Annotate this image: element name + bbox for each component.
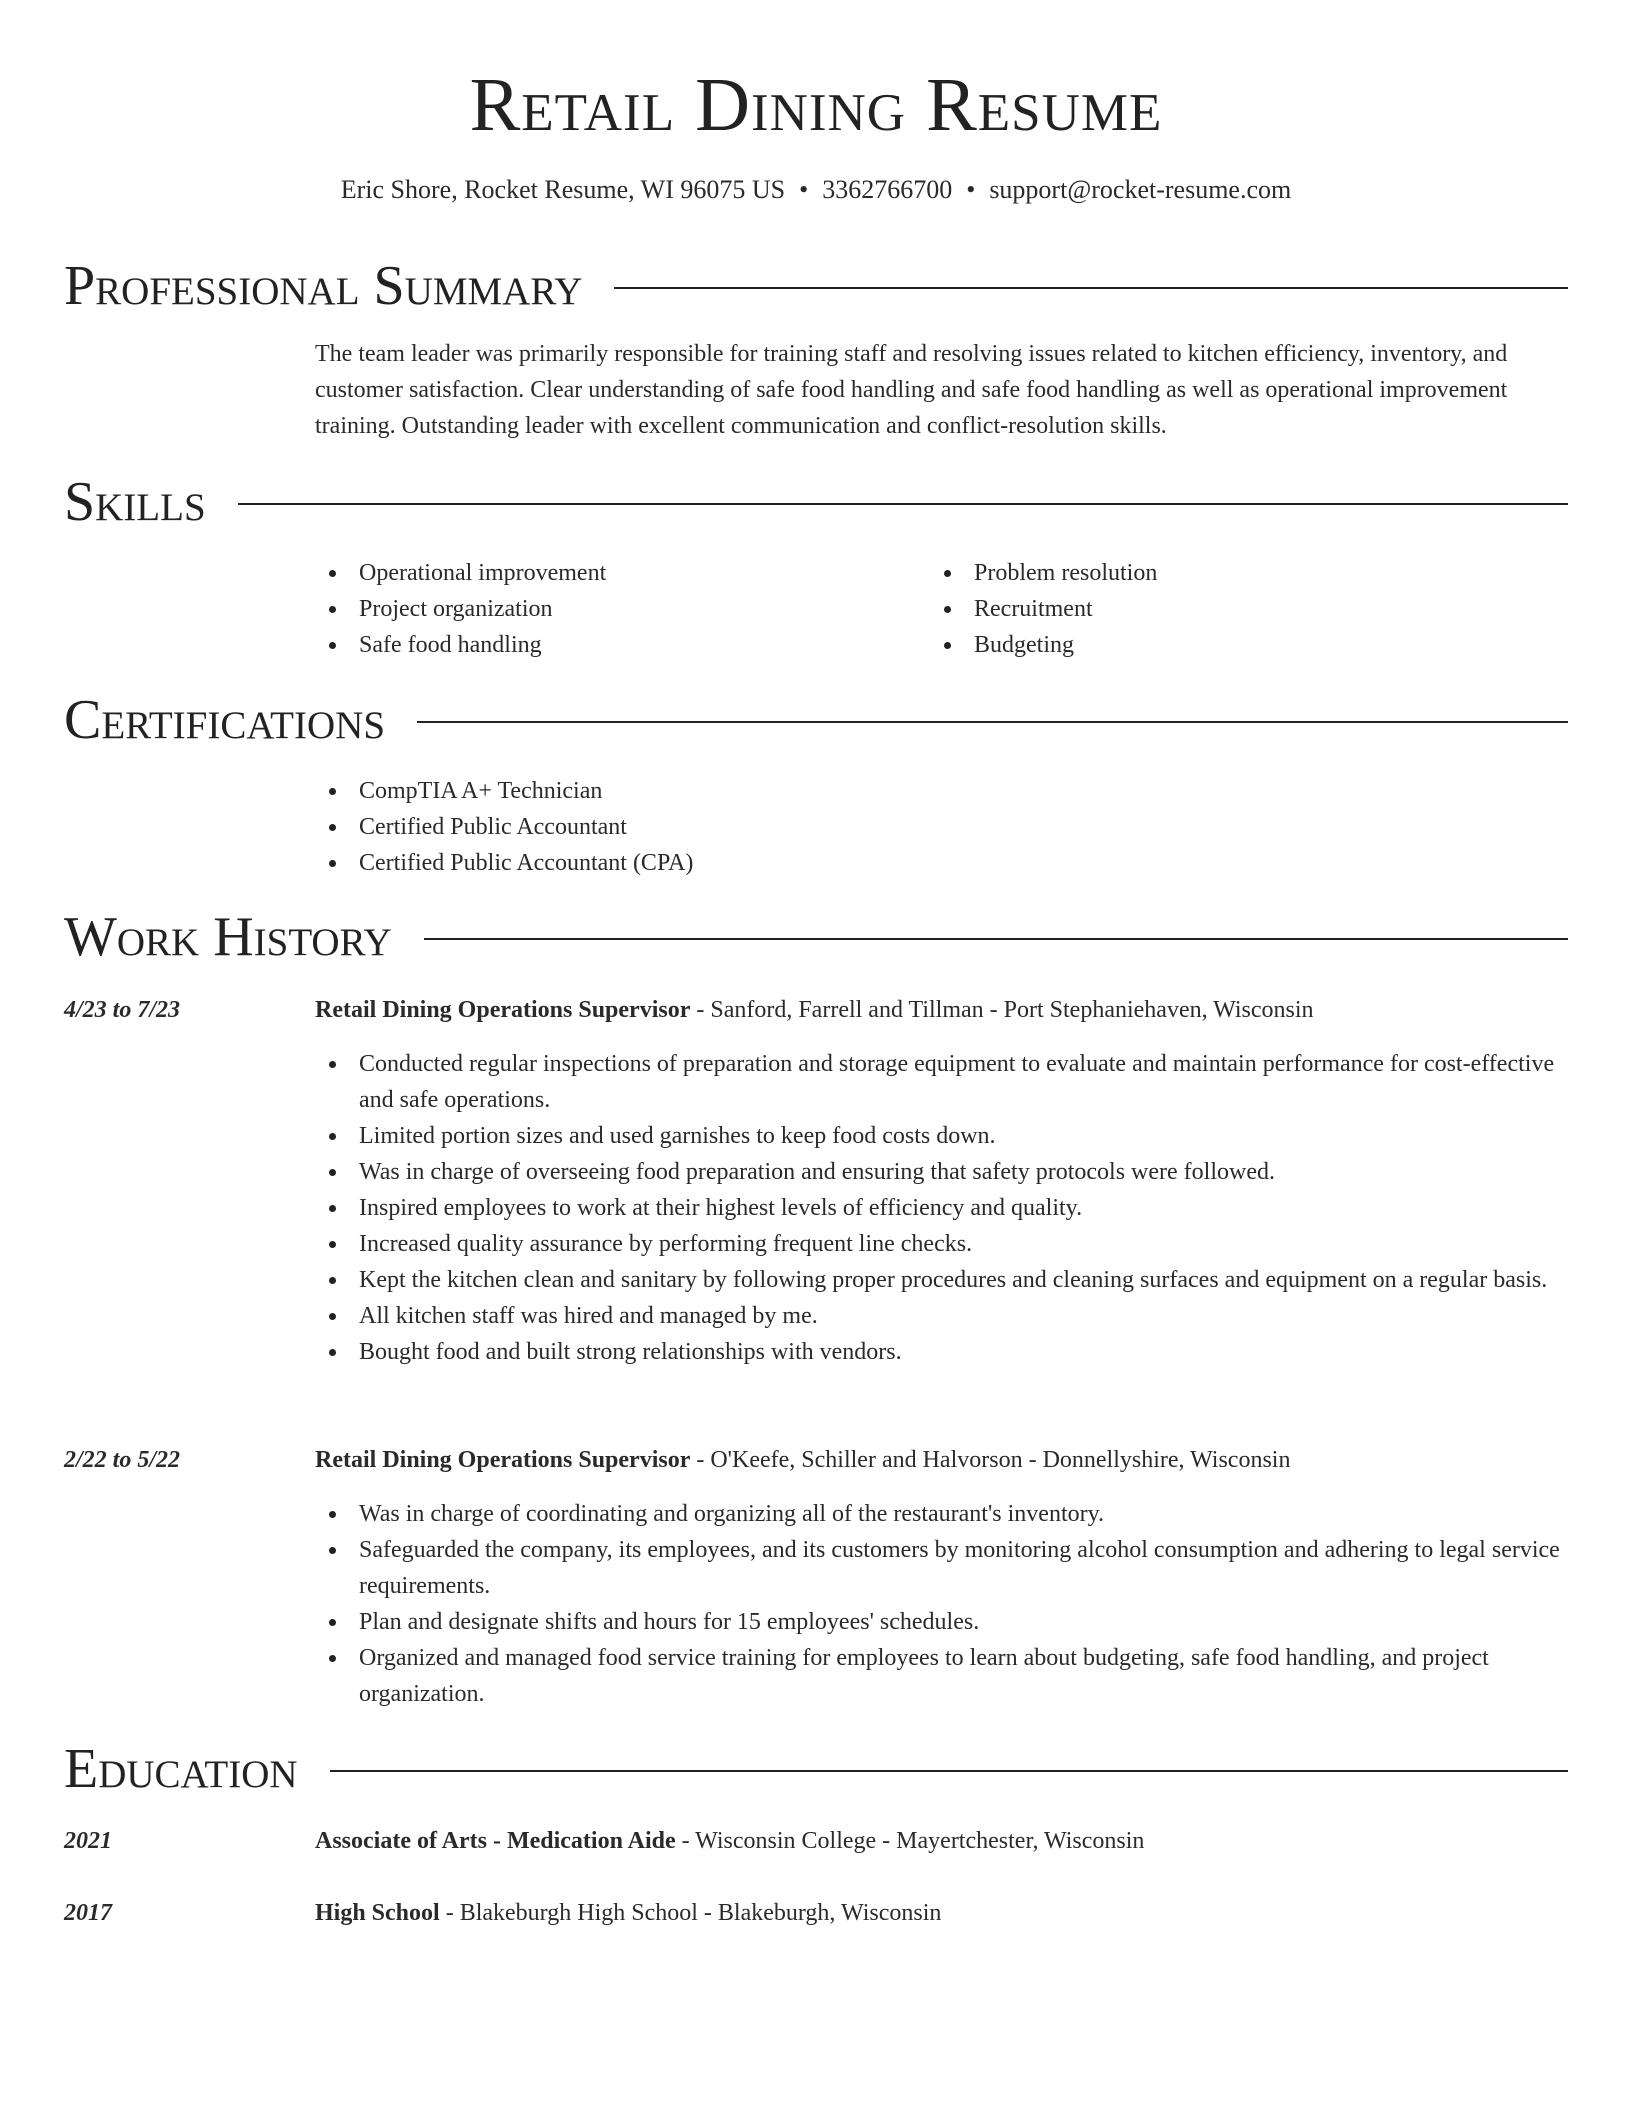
education-heading (315, 1895, 1570, 1931)
education-details: - Blakeburgh High School - Blakeburgh, Wisconsin (439, 1900, 942, 1926)
contact-separator: • (799, 175, 809, 204)
section-heading: Certifications (64, 689, 386, 751)
job-bullet: Bought food and built strong relationships with vendors. (315, 1334, 1570, 1370)
section-divider (424, 938, 1568, 940)
skill-item: Recruitment (930, 591, 1530, 627)
job-bullets (315, 1046, 1570, 1370)
job-details: - Sanford, Farrell and Tillman - Port Stephaniehaven, Wisconsin (690, 997, 1314, 1023)
job-bullet: Increased quality assurance by performing frequent line checks. (315, 1226, 1570, 1262)
certification-item: Certified Public Accountant (CPA) (315, 845, 1570, 881)
section-heading: Skills (64, 471, 206, 533)
skill-item: Problem resolution (930, 555, 1530, 591)
contact-line (0, 174, 1632, 206)
summary-text: The team leader was primarily responsible for training staff and resolving issues related to kitchen efficiency, inventory, and customer satisfaction. Clear understanding of safe food handling and safe food handling as well as operational improvement training. Outstanding leader with excellent communication and conflict-resolution skills. (315, 341, 1508, 439)
job-bullet: Organized and managed food service training for employees to learn about budgeting, safe food handling, and project organization. (315, 1640, 1570, 1712)
contact-separator: • (966, 175, 976, 204)
job-dates: 4/23 to 7/23 (64, 997, 181, 1023)
section-certifications (64, 688, 1568, 752)
job-bullet: Was in charge of overseeing food preparation and ensuring that safety protocols were followed. (315, 1154, 1570, 1190)
section-heading: Work History (64, 906, 392, 968)
education-details: - Wisconsin College - Mayertchester, Wisconsin (675, 1828, 1145, 1854)
contact-phone: 3362766700 (822, 175, 953, 204)
job-bullet: Limited portion sizes and used garnishes to keep food costs down. (315, 1118, 1570, 1154)
skill-item: Budgeting (930, 627, 1530, 663)
job-details: - O'Keefe, Schiller and Halvorson - Donnellyshire, Wisconsin (690, 1447, 1291, 1473)
section-work-history (64, 905, 1568, 969)
job-bullet: Plan and designate shifts and hours for 15 employees' schedules. (315, 1604, 1570, 1640)
section-skills (64, 470, 1568, 534)
section-divider (238, 503, 1568, 505)
contact-address: Eric Shore, Rocket Resume, WI 96075 US (340, 175, 786, 204)
job-bullet: Was in charge of coordinating and organizing all of the restaurant's inventory. (315, 1496, 1570, 1532)
job-bullet: Safeguarded the company, its employees, and its customers by monitoring alcohol consumption and adhering to legal service requirements. (315, 1532, 1570, 1604)
section-divider (417, 721, 1568, 723)
skill-item: Project organization (315, 591, 915, 627)
certification-item: CompTIA A+ Technician (315, 773, 1570, 809)
section-professional-summary (64, 254, 1568, 318)
skills-column-left (315, 555, 915, 663)
certification-item: Certified Public Accountant (315, 809, 1570, 845)
skills-column-right (930, 555, 1530, 663)
job-bullet: Inspired employees to work at their highest levels of efficiency and quality. (315, 1190, 1570, 1226)
education-heading (315, 1823, 1570, 1859)
job-bullet: Kept the kitchen clean and sanitary by following proper procedures and cleaning surfaces and equipment on a regular basis. (315, 1262, 1570, 1298)
section-education (64, 1737, 1568, 1801)
section-heading: Education (64, 1738, 298, 1800)
job-title: Retail Dining Operations Supervisor (315, 997, 691, 1023)
job-title: Retail Dining Operations Supervisor (315, 1447, 691, 1473)
certification-list (315, 773, 1570, 881)
job-bullet: All kitchen staff was hired and managed by me. (315, 1298, 1570, 1334)
job-dates: 2/22 to 5/22 (64, 1447, 181, 1473)
education-degree: Associate of Arts - Medication Aide (315, 1828, 676, 1854)
skill-item: Safe food handling (315, 627, 915, 663)
job-bullet: Conducted regular inspections of preparation and storage equipment to evaluate and maintain performance for cost-effective and safe operations. (315, 1046, 1570, 1118)
skill-item: Operational improvement (315, 555, 915, 591)
education-degree: High School (315, 1900, 440, 1926)
page-title: Retail Dining Resume (469, 63, 1163, 147)
education-year: 2021 (64, 1828, 112, 1854)
job-bullets (315, 1496, 1570, 1712)
section-divider (614, 287, 1568, 289)
job-heading (315, 992, 1570, 1028)
job-heading (315, 1442, 1570, 1478)
education-year: 2017 (64, 1900, 112, 1926)
contact-email[interactable]: support@rocket-resume.com (989, 175, 1292, 204)
section-heading: Professional Summary (64, 255, 583, 317)
section-divider (330, 1770, 1568, 1772)
